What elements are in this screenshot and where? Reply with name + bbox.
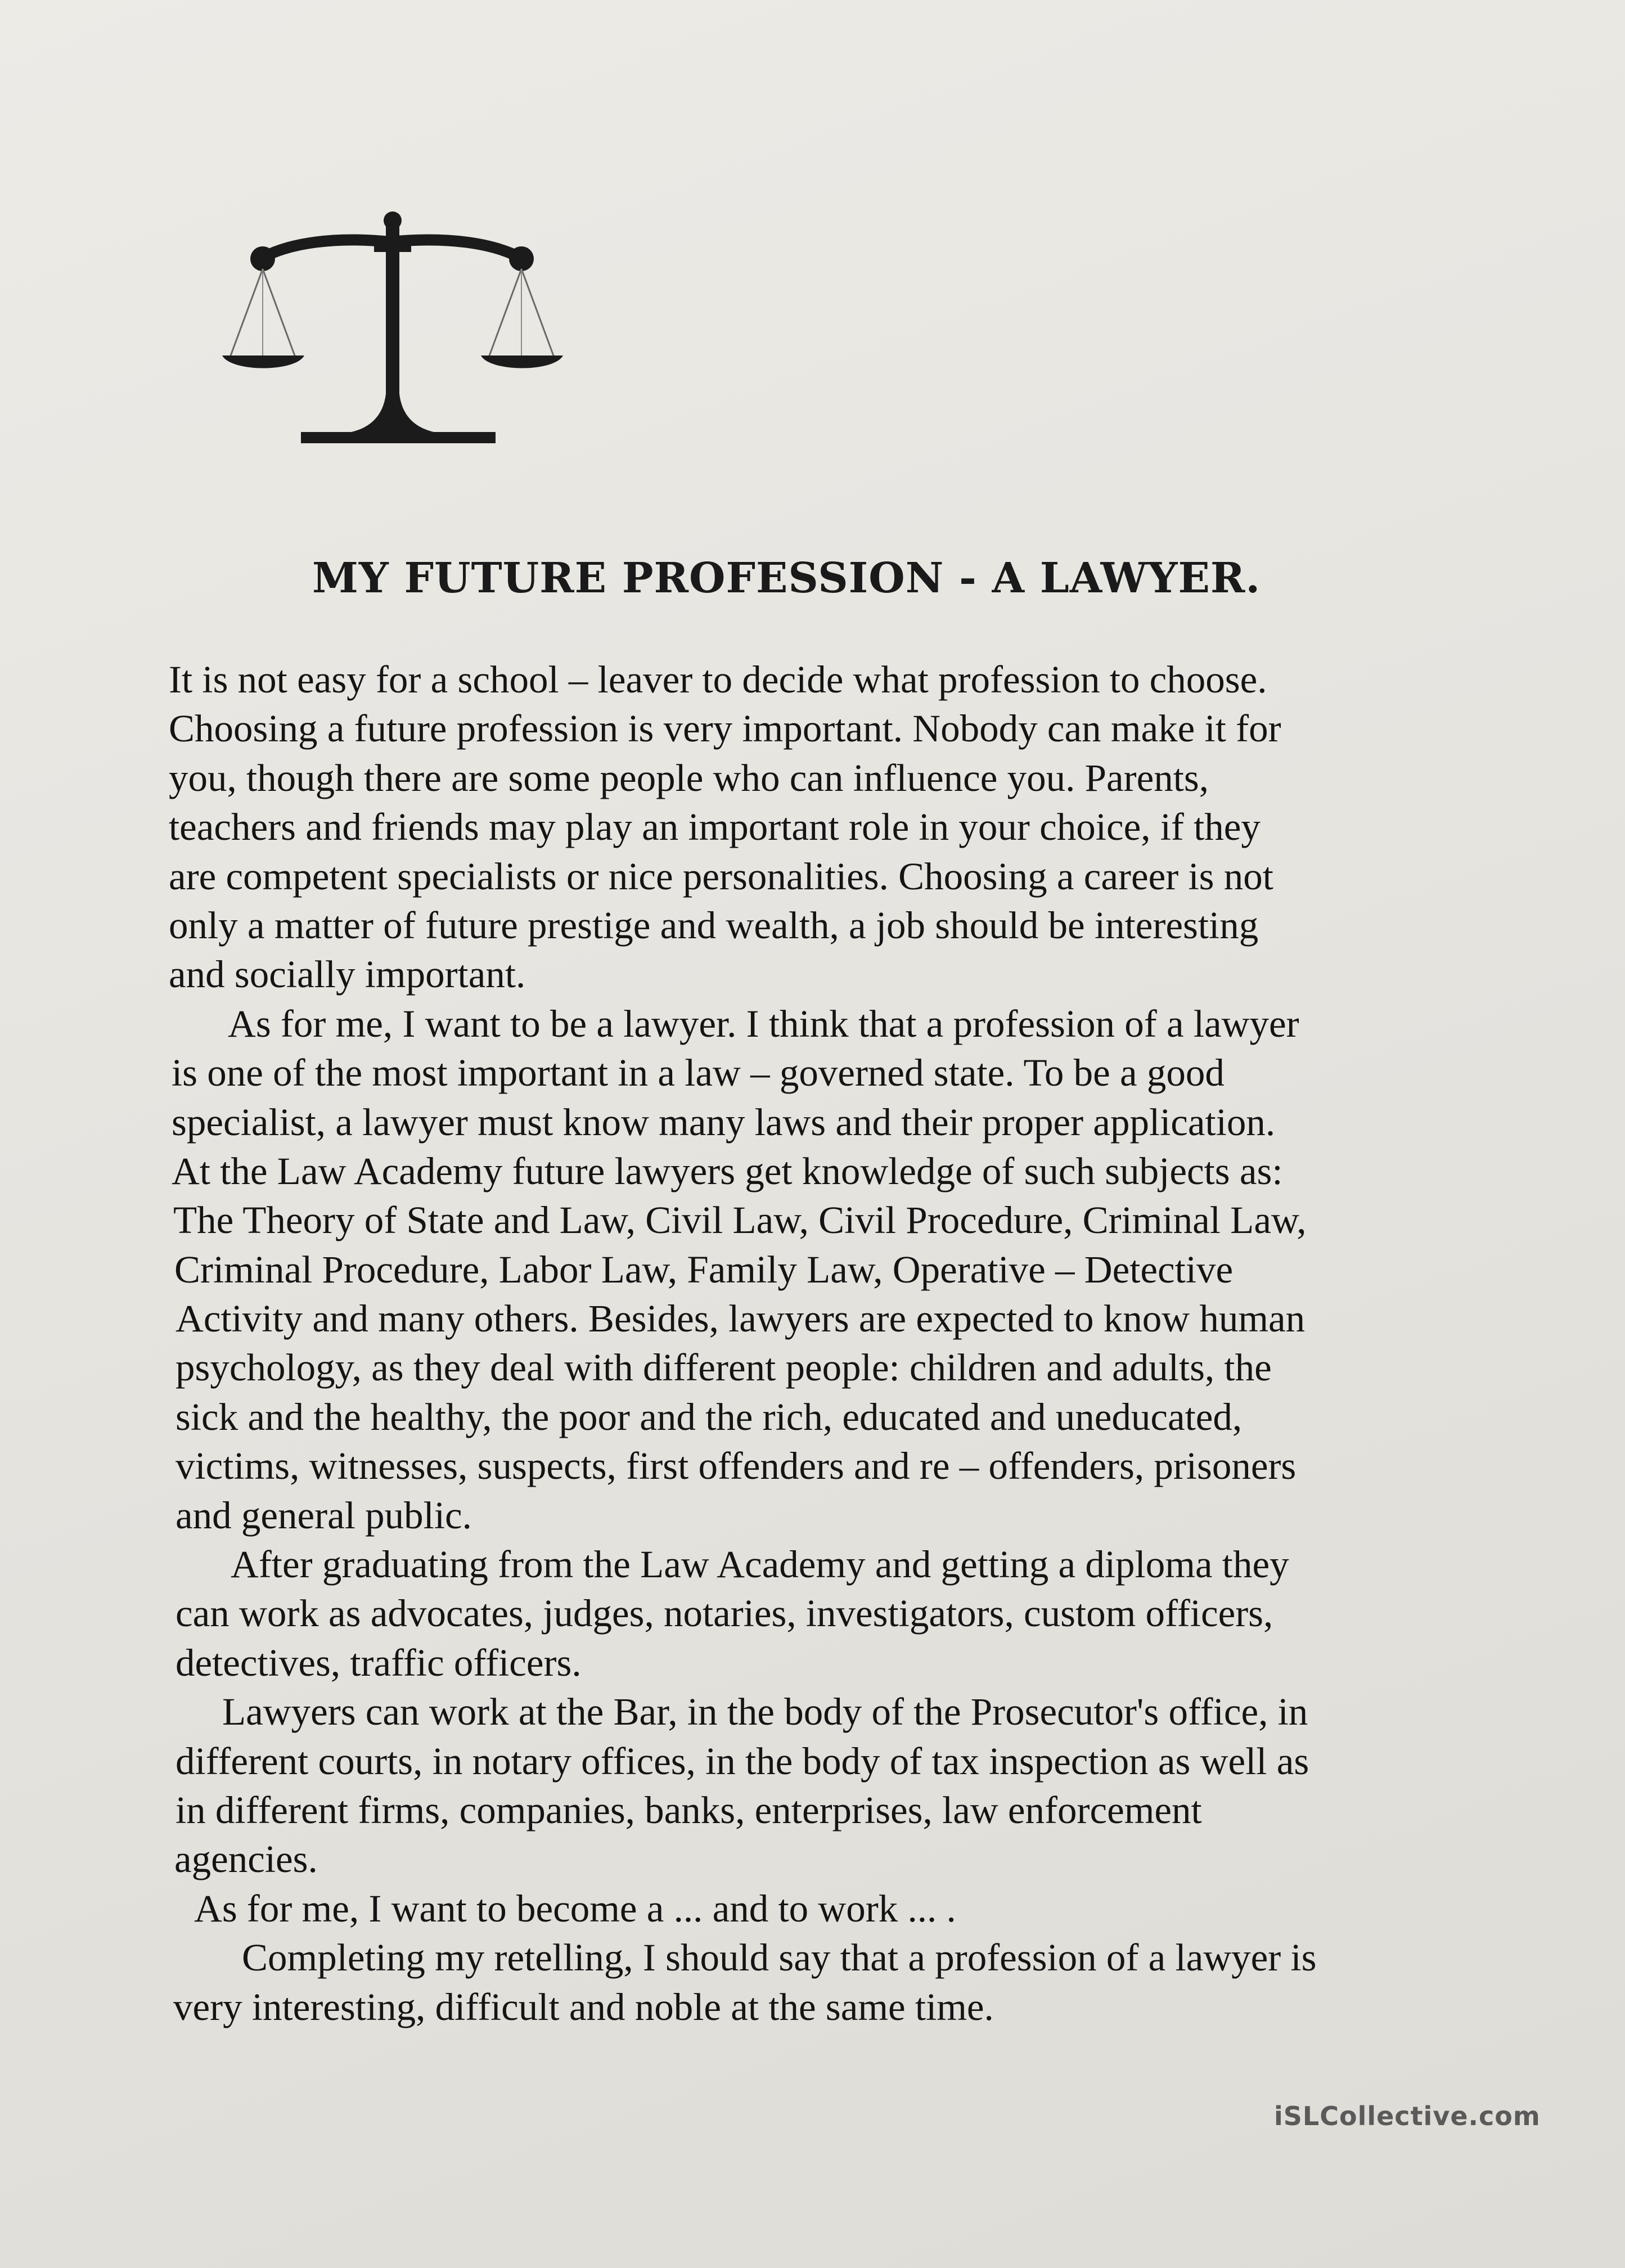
text-line: Choosing a future profession is very important. Nobody can make it for xyxy=(169,707,1281,750)
text-line: Criminal Procedure, Labor Law, Family Law, Operative – Detective xyxy=(174,1248,1234,1291)
text-line: and socially important. xyxy=(169,953,526,996)
text-line: Lawyers can work at the Bar, in the body of the Prosecutor's office, in xyxy=(222,1690,1308,1734)
text-line: are competent specialists or nice personalities. Choosing a career is not xyxy=(169,854,1273,898)
page-title: MY FUTURE PROFESSION - A LAWYER. xyxy=(312,554,1261,602)
text-line: teachers and friends may play an important role in your choice, if they xyxy=(169,806,1261,849)
text-line: very interesting, difficult and noble at the same time. xyxy=(173,1985,994,2028)
text-line: different courts, in notary offices, in the body of tax inspection as well as xyxy=(175,1739,1309,1783)
text-line: can work as advocates, judges, notaries, investigators, custom officers, xyxy=(175,1592,1273,1635)
text-line: victims, witnesses, suspects, first offenders and re – offenders, prisoners xyxy=(175,1444,1297,1488)
text-line: At the Law Academy future lawyers get knowledge of such subjects as: xyxy=(172,1149,1283,1192)
text-line: detectives, traffic officers. xyxy=(175,1641,582,1684)
text-line: specialist, a lawyer must know many laws and their proper application. xyxy=(172,1100,1276,1144)
essay-body xyxy=(169,655,1558,2032)
text-line: The Theory of State and Law, Civil Law, Civil Procedure, Criminal Law, xyxy=(173,1199,1307,1242)
text-line: only a matter of future prestige and wealth, a job should be interesting xyxy=(169,903,1259,947)
scales-of-justice-icon xyxy=(222,208,571,456)
text-line: As for me, I want to be a lawyer. I think that a profession of a lawyer xyxy=(228,1002,1299,1045)
text-line: Activity and many others. Besides, lawyers are expected to know human xyxy=(175,1297,1306,1340)
text-line: sick and the healthy, the poor and the rich, educated and uneducated, xyxy=(175,1395,1243,1438)
watermark-logo: iSLCollective.com xyxy=(1274,2101,1541,2131)
text-line: Completing my retelling, I should say that a profession of a lawyer is xyxy=(242,1936,1317,1979)
text-line: you, though there are some people who can influence you. Parents, xyxy=(169,756,1209,799)
text-line: and general public. xyxy=(175,1493,472,1537)
text-line: psychology, as they deal with different people: children and adults, the xyxy=(175,1346,1272,1389)
text-line: is one of the most important in a law – governed state. To be a good xyxy=(172,1051,1225,1095)
text-line: After graduating from the Law Academy and getting a diploma they xyxy=(231,1543,1289,1586)
text-line: agencies. xyxy=(174,1838,318,1881)
text-line: As for me, I want to become a ... and to work ... . xyxy=(194,1887,956,1930)
text-line: in different firms, companies, banks, enterprises, law enforcement xyxy=(175,1788,1202,1832)
text-line: It is not easy for a school – leaver to decide what profession to choose. xyxy=(169,658,1267,701)
